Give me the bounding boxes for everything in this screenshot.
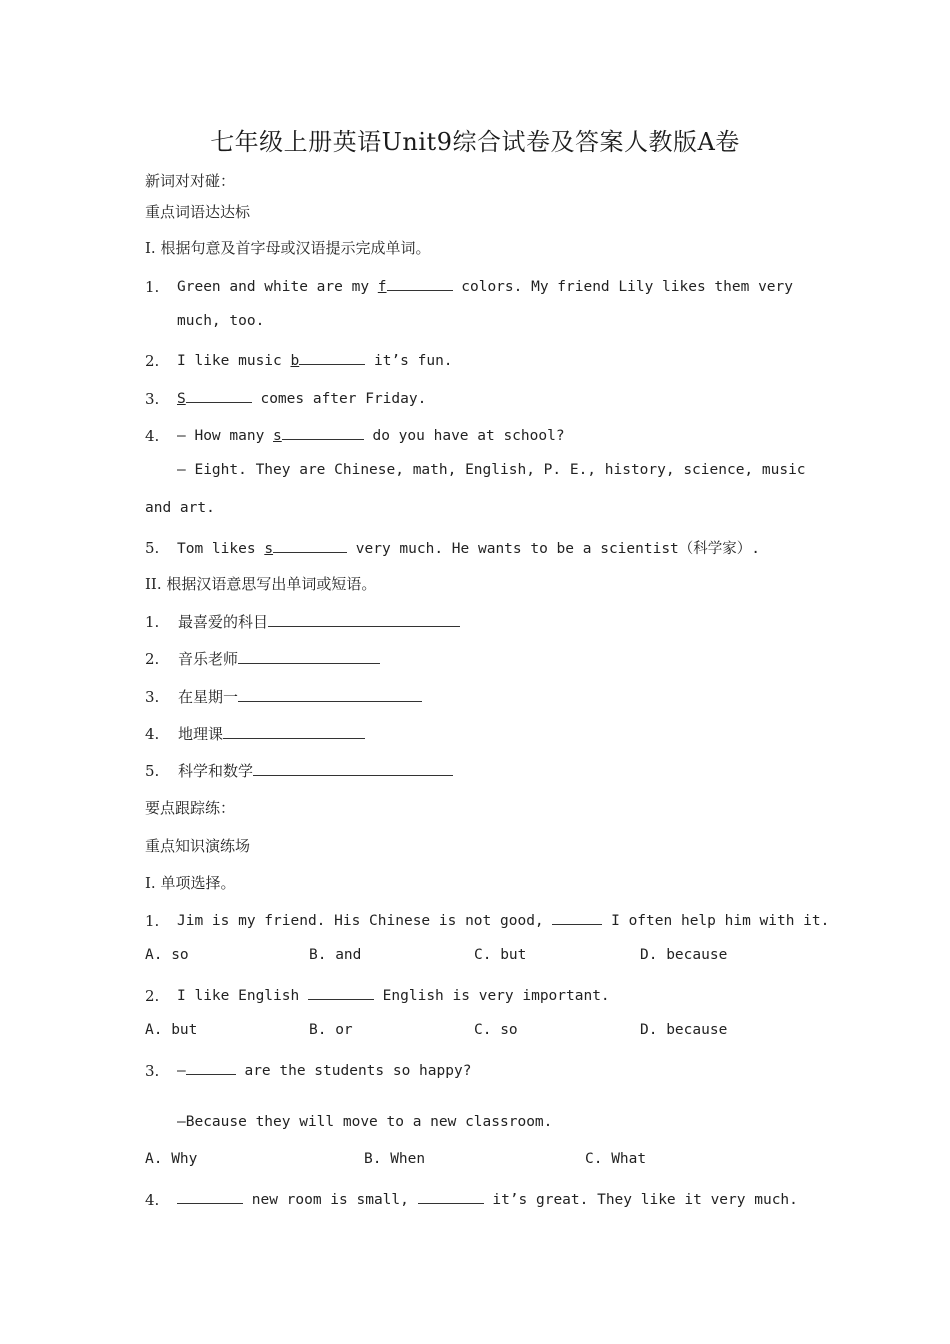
question-text: I often help him with it. — [602, 913, 830, 929]
option-a[interactable]: A. Why — [145, 1151, 198, 1167]
question-continuation: — Eight. They are Chinese, math, English, P. E., history, science, music — [177, 462, 806, 478]
option-c[interactable]: C. What — [585, 1151, 647, 1167]
question-text: I like music — [177, 353, 291, 369]
option-d[interactable]: D. because — [640, 947, 728, 963]
question-number: 2. — [145, 352, 160, 370]
question-number: 5. — [145, 539, 160, 557]
answer-blank[interactable] — [273, 538, 347, 553]
initial-letter: s — [264, 541, 274, 557]
question-number: 1. — [145, 912, 160, 930]
answer-blank[interactable] — [552, 910, 602, 925]
fill-question — [177, 537, 760, 558]
option-b[interactable]: B. or — [309, 1022, 353, 1038]
option-c[interactable]: C. but — [474, 947, 527, 963]
answer-blank[interactable] — [299, 350, 365, 365]
answer-blank[interactable] — [186, 1060, 236, 1075]
dialogue-answer: —Because they will move to a new classroom. — [177, 1114, 553, 1130]
question-text: — How many — [177, 428, 274, 444]
fill-question — [177, 350, 453, 369]
fill-question — [177, 276, 793, 295]
question-continuation: and art. — [145, 500, 215, 516]
question-number: 3. — [145, 390, 160, 408]
question-text: Jim is my friend. His Chinese is not good, — [177, 913, 553, 929]
question-number: 4. — [145, 1191, 160, 1209]
option-c[interactable]: C. so — [474, 1022, 518, 1038]
chinese-prompt: 在星期一 — [178, 688, 239, 706]
choice-question — [177, 910, 829, 929]
question-text: — — [177, 1063, 186, 1079]
initial-letter: b — [290, 353, 300, 369]
question-text: I like English — [177, 988, 308, 1004]
question-text: it’s fun. — [365, 353, 453, 369]
question-text: Green and white are my — [177, 279, 378, 295]
answer-blank[interactable] — [238, 687, 422, 702]
question-continuation: much, too. — [177, 313, 265, 329]
answer-blank[interactable] — [186, 388, 252, 403]
page-title: 七年级上册英语Unit9综合试卷及答案人教版A卷 — [210, 128, 740, 156]
translation-item — [178, 648, 380, 669]
question-number: 4. — [145, 427, 160, 445]
part-heading: II. 根据汉语意思写出单词或短语。 — [145, 575, 377, 593]
initial-letter: f — [377, 279, 387, 295]
option-d[interactable]: D. because — [640, 1022, 728, 1038]
section-heading: 要点跟踪练： — [145, 799, 236, 817]
part-heading: I. 单项选择。 — [145, 874, 236, 892]
initial-letter: S — [177, 391, 186, 407]
question-text: comes after Friday. — [251, 391, 427, 407]
chinese-prompt: 音乐老师 — [178, 650, 239, 668]
fill-question — [177, 425, 565, 444]
translation-item — [178, 760, 453, 781]
answer-blank[interactable] — [177, 1189, 243, 1204]
chinese-prompt: 最喜爱的科目 — [178, 613, 269, 631]
option-a[interactable]: A. but — [145, 1022, 198, 1038]
translation-item — [178, 611, 460, 632]
question-text: it’s great. They like it very much. — [483, 1192, 798, 1208]
question-number: 3. — [145, 1062, 160, 1080]
chinese-prompt: 地理课 — [178, 725, 224, 743]
option-b[interactable]: B. and — [309, 947, 362, 963]
answer-blank[interactable] — [308, 985, 374, 1000]
question-number: 1. — [145, 613, 160, 631]
translation-item — [178, 723, 365, 744]
choice-question — [177, 1189, 798, 1208]
question-text: very much. He wants to be a scientist（科学家）. — [347, 541, 761, 557]
answer-blank[interactable] — [387, 276, 453, 291]
chinese-prompt: 科学和数学 — [178, 762, 254, 780]
section-heading: 新词对对碰： — [145, 172, 236, 190]
choice-question — [177, 1060, 471, 1079]
question-text: new room is small, — [243, 1192, 418, 1208]
question-number: 4. — [145, 725, 160, 743]
option-a[interactable]: A. so — [145, 947, 189, 963]
question-text: English is very important. — [373, 988, 610, 1004]
question-number: 1. — [145, 278, 160, 296]
question-number: 5. — [145, 762, 160, 780]
section-subheading: 重点知识演练场 — [145, 837, 251, 855]
fill-question — [177, 388, 426, 407]
question-number: 2. — [145, 650, 160, 668]
question-text: Tom likes — [177, 541, 265, 557]
answer-blank[interactable] — [418, 1189, 484, 1204]
question-number: 3. — [145, 688, 160, 706]
choice-question — [177, 985, 610, 1004]
translation-item — [178, 686, 422, 707]
question-text: do you have at school? — [363, 428, 565, 444]
answer-blank[interactable] — [238, 649, 380, 664]
option-b[interactable]: B. When — [364, 1151, 426, 1167]
question-text: are the students so happy? — [235, 1063, 472, 1079]
part-heading: I. 根据句意及首字母或汉语提示完成单词。 — [145, 239, 431, 257]
answer-blank[interactable] — [268, 612, 460, 627]
answer-blank[interactable] — [223, 724, 365, 739]
initial-letter: s — [273, 428, 282, 444]
answer-blank[interactable] — [282, 425, 364, 440]
question-text: colors. My friend Lily likes them very — [452, 279, 793, 295]
answer-blank[interactable] — [253, 761, 453, 776]
question-number: 2. — [145, 987, 160, 1005]
section-subheading: 重点词语达达标 — [145, 203, 251, 221]
